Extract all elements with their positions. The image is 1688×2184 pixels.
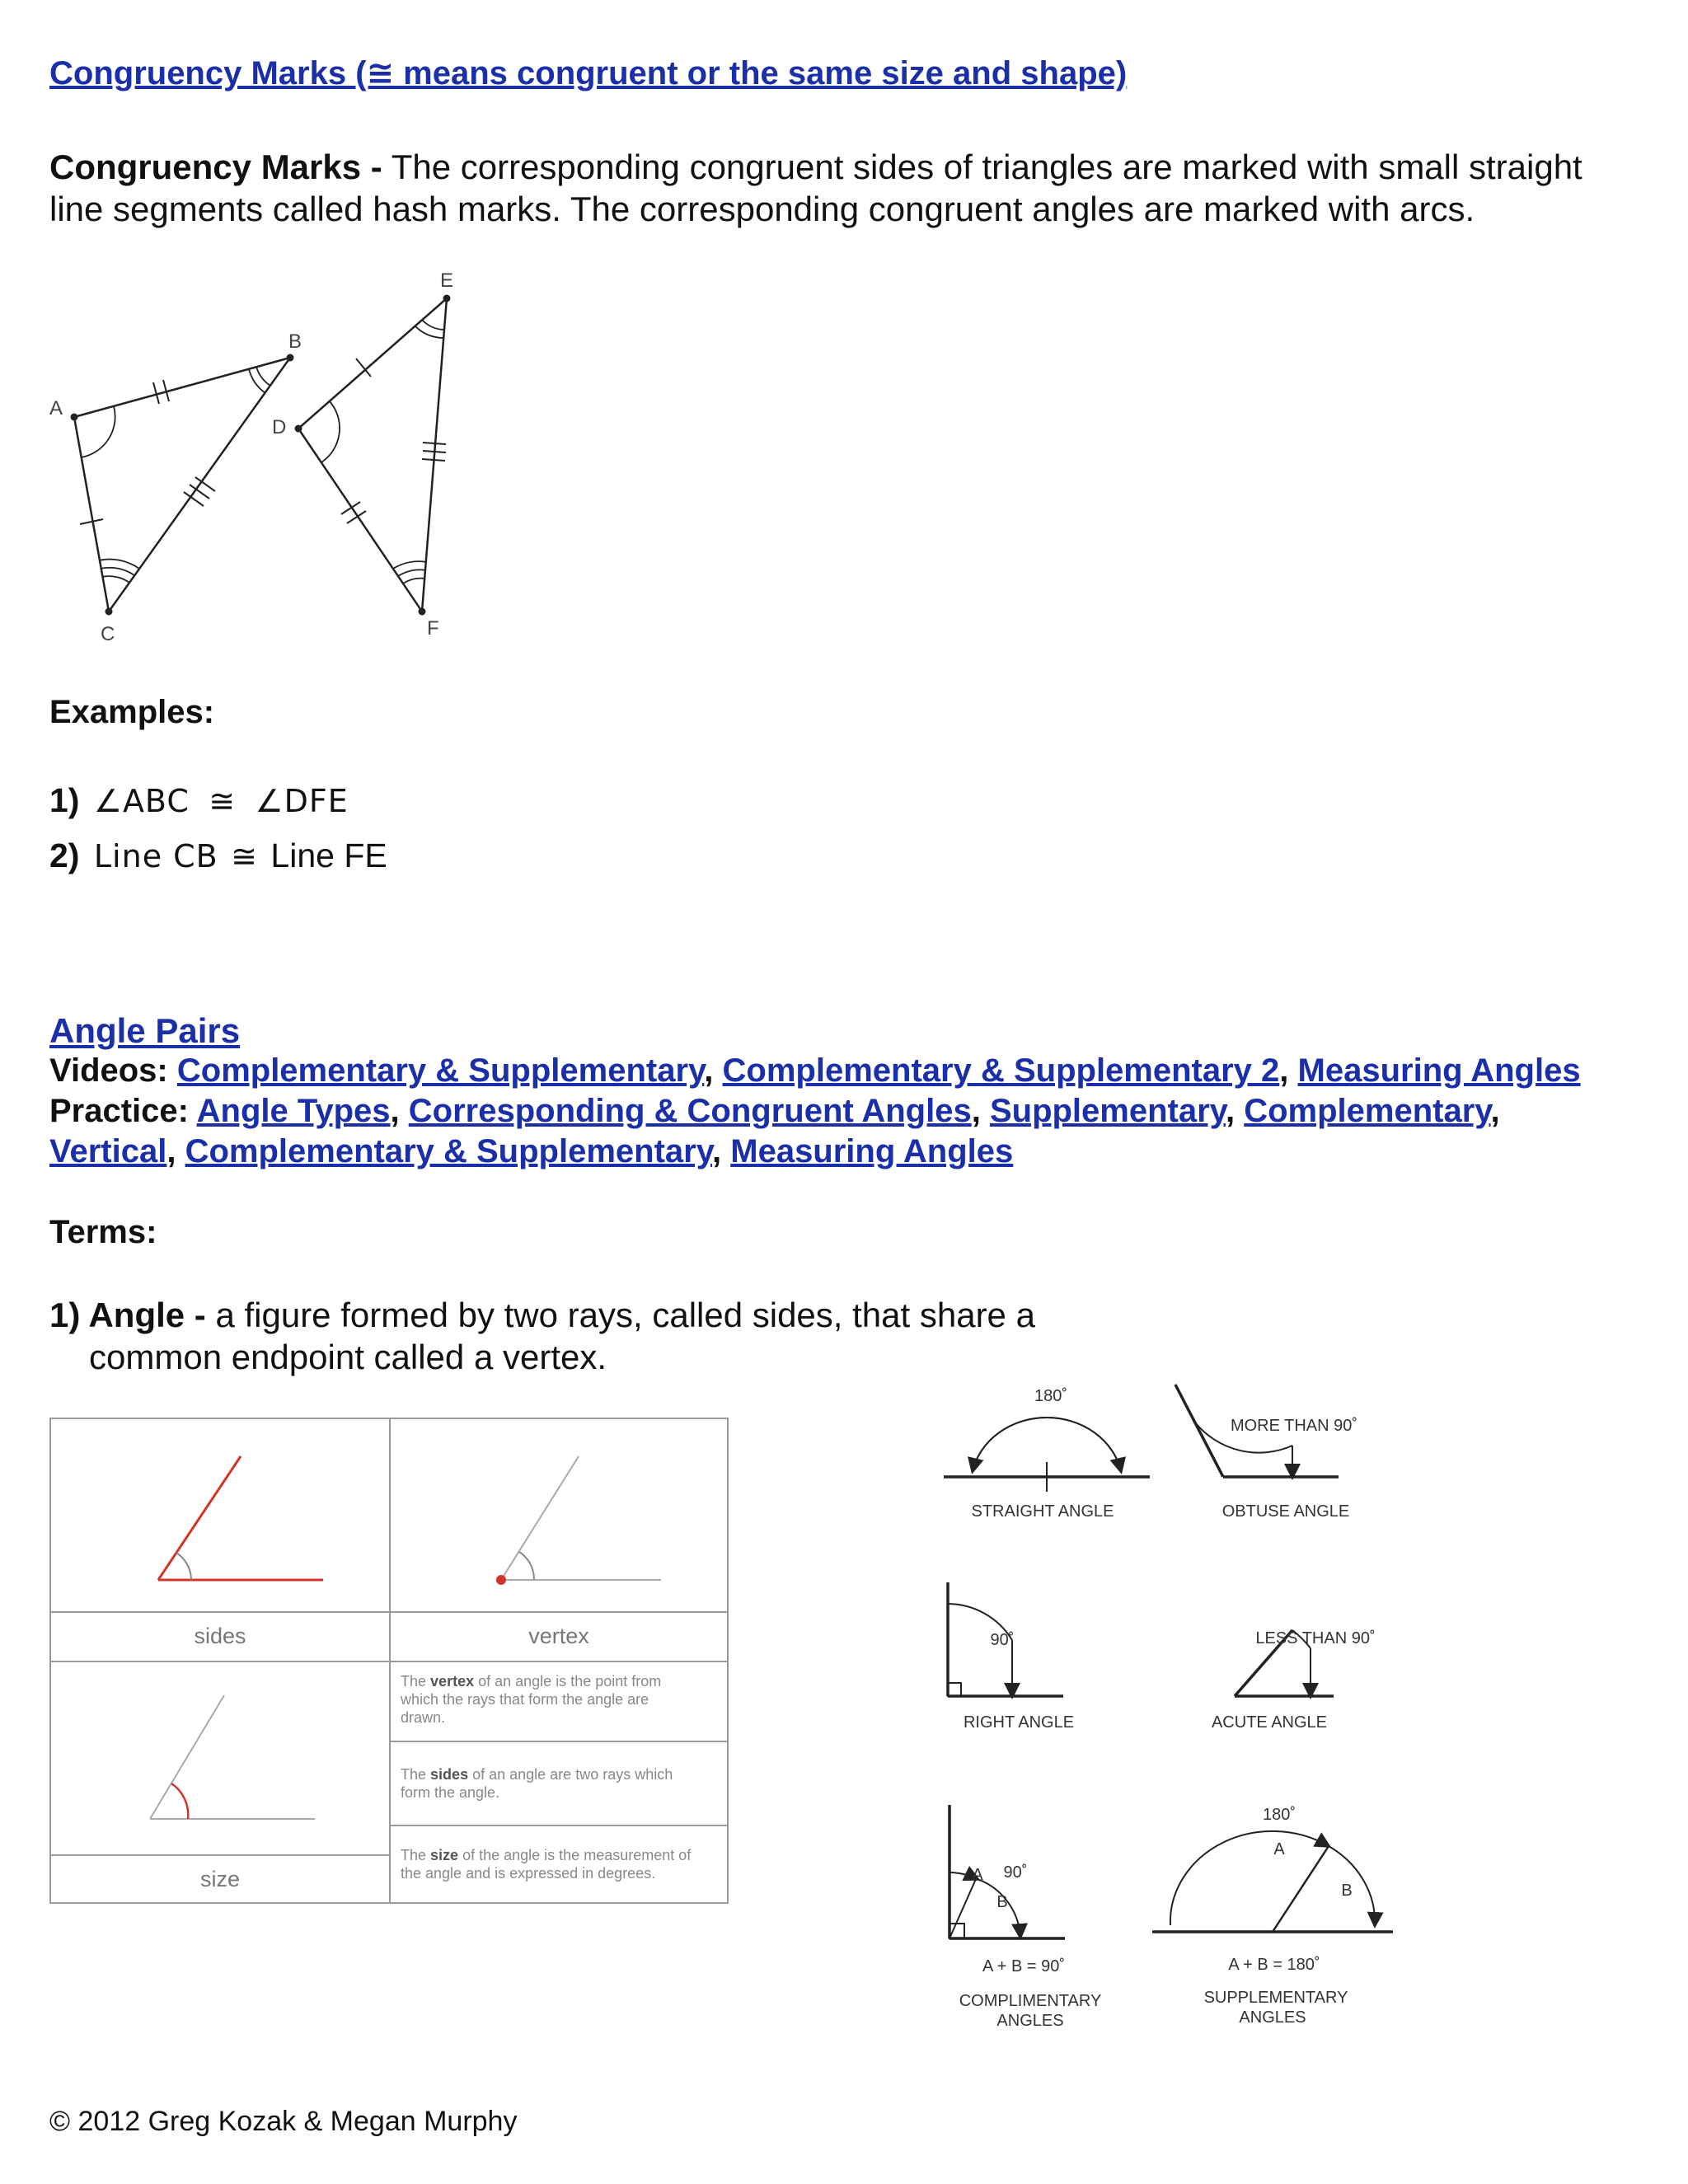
definition-term: Congruency Marks -	[49, 148, 382, 186]
separator: ,	[166, 1133, 176, 1169]
supplementary-angles	[1152, 1831, 1393, 1932]
acute-name: ACUTE ANGLE	[1211, 1713, 1328, 1732]
example-1-right: ∠DFE	[255, 783, 349, 819]
video-link-measuring-angles[interactable]: Measuring Angles	[1297, 1052, 1581, 1089]
vertex-label: vertex	[528, 1624, 589, 1648]
label-b: B	[288, 330, 302, 353]
separator: ,	[1490, 1093, 1500, 1129]
supp-a-label: A	[1273, 1840, 1285, 1858]
example-1-left: ∠ABC	[93, 783, 190, 819]
comp-name-line2: ANGLES	[996, 2012, 1064, 2030]
vertex-illustration	[471, 1448, 669, 1596]
congruency-definition	[49, 146, 1665, 230]
comp-degree: 90˚	[1003, 1863, 1028, 1882]
side-ab	[74, 358, 290, 417]
section-title-angle-pairs[interactable]: Angle Pairs	[49, 1011, 241, 1050]
section-title-congruency-marks[interactable]: Congruency Marks (≅ means congruent or the same size and shape)	[49, 55, 1128, 91]
term-angle-text-line2: common endpoint called a vertex.	[89, 1338, 607, 1376]
right-name: RIGHT ANGLE	[963, 1713, 1075, 1732]
vertex-description: The vertex of an angle is the point from which the rays that form the angle are drawn.	[401, 1673, 662, 1726]
term-angle-text-line1: a figure formed by two rays, called sides, that share a	[215, 1296, 1035, 1334]
example-1-symbol: ≅	[209, 783, 237, 819]
comp-name-line1: COMPLIMENTARY	[959, 1992, 1102, 2010]
side-ef	[422, 298, 447, 612]
side-de	[298, 298, 447, 429]
practice-row	[49, 1091, 1665, 1132]
comp-b-label: B	[996, 1893, 1008, 1911]
angle-types-diagram	[923, 1368, 1418, 2044]
obtuse-name: OBTUSE ANGLE	[1221, 1502, 1350, 1521]
label-d: D	[272, 416, 287, 438]
sides-description: The sides of an angle are two rays which form the angle.	[401, 1766, 673, 1801]
straight-angle	[944, 1418, 1150, 1492]
example-2	[49, 837, 387, 875]
comp-a-label: A	[972, 1866, 983, 1884]
practice-link-corresponding-congruent[interactable]: Corresponding & Congruent Angles	[408, 1093, 972, 1129]
angle-arcs	[81, 320, 444, 583]
size-description: The size of the angle is the measurement of the angle and is expressed in degrees.	[401, 1847, 692, 1882]
examples-heading: Examples:	[49, 694, 215, 730]
side-bc	[109, 358, 290, 612]
practice-label: Practice:	[49, 1093, 189, 1129]
definition-text-line1: The corresponding congruent sides of triangles are marked with small straight	[391, 148, 1582, 186]
practice-link-complementary-supplementary[interactable]: Complementary & Supplementary	[185, 1133, 712, 1169]
supp-name-line2: ANGLES	[1239, 2008, 1306, 2027]
congruent-triangles-figure	[33, 255, 511, 651]
term-angle-label: 1) Angle -	[49, 1296, 206, 1334]
label-c: C	[101, 623, 115, 645]
comp-formula: A + B = 90˚	[982, 1957, 1066, 1975]
videos-row	[49, 1051, 1665, 1091]
practice-link-angle-types[interactable]: Angle Types	[196, 1093, 391, 1129]
example-1	[49, 781, 349, 820]
term-angle-definition	[49, 1294, 1035, 1378]
supp-b-label: B	[1341, 1882, 1353, 1900]
label-a: A	[49, 397, 63, 419]
supp-formula: A + B = 180˚	[1228, 1956, 1320, 1974]
practice-link-measuring-angles[interactable]: Measuring Angles	[730, 1133, 1014, 1169]
right-degree: 90˚	[990, 1631, 1015, 1649]
size-illustration	[134, 1683, 331, 1831]
example-2-right: Line FE	[270, 837, 387, 874]
acute-note: LESS THAN 90˚	[1255, 1629, 1376, 1647]
straight-name: STRAIGHT ANGLE	[971, 1502, 1114, 1521]
video-link-complementary-supplementary[interactable]: Complementary & Supplementary	[176, 1052, 705, 1089]
resource-links	[49, 1051, 1665, 1172]
acute-angle	[1235, 1615, 1334, 1696]
terms-heading: Terms:	[49, 1214, 157, 1250]
practice-row-2	[49, 1132, 1665, 1172]
label-e: E	[440, 269, 454, 292]
sides-illustration	[134, 1448, 331, 1596]
example-2-left: Line CB	[93, 838, 218, 874]
separator: ,	[1225, 1093, 1236, 1129]
practice-link-complementary[interactable]: Complementary	[1244, 1093, 1491, 1129]
separator: ,	[1279, 1052, 1289, 1089]
obtuse-note: MORE THAN 90˚	[1230, 1417, 1358, 1435]
example-2-number: 2)	[49, 837, 80, 874]
hash-marks	[80, 359, 446, 524]
straight-degree: 180˚	[1034, 1387, 1068, 1405]
videos-label: Videos:	[49, 1052, 168, 1089]
label-f: F	[427, 617, 439, 640]
supp-degree: 180˚	[1262, 1806, 1296, 1824]
vertex-points	[71, 295, 451, 616]
separator: ,	[390, 1093, 400, 1129]
separator: ,	[971, 1093, 981, 1129]
separator: ,	[712, 1133, 722, 1169]
sides-label: sides	[194, 1624, 246, 1648]
video-link-complementary-supplementary-2[interactable]: Complementary & Supplementary 2	[722, 1052, 1280, 1089]
practice-link-vertical[interactable]: Vertical	[49, 1133, 167, 1169]
definition-text-line2: line segments called hash marks. The corresponding congruent angles are marked with arcs.	[49, 190, 1475, 228]
angle-parts-table	[49, 1418, 729, 1904]
example-1-number: 1)	[49, 781, 80, 819]
supp-name-line1: SUPPLEMENTARY	[1203, 1989, 1348, 2007]
size-label: size	[199, 1867, 240, 1891]
separator: ,	[704, 1052, 714, 1089]
example-2-symbol: ≅	[231, 838, 258, 874]
copyright-footer: © 2012 Greg Kozak & Megan Murphy	[49, 2106, 518, 2137]
practice-link-supplementary[interactable]: Supplementary	[989, 1093, 1226, 1129]
